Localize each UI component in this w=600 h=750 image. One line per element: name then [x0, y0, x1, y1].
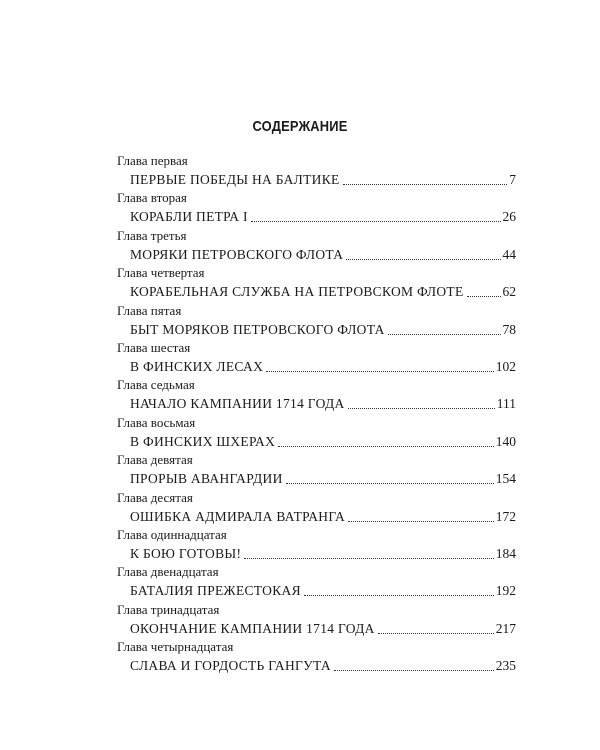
page-number: 102 [495, 358, 516, 374]
chapter-line [130, 620, 516, 638]
toc-entry [117, 340, 516, 377]
chapter-line [130, 657, 516, 675]
chapter-title: КОРАБЛИ ПЕТРА I [130, 209, 248, 225]
dot-leader [348, 520, 494, 522]
page-number: 111 [496, 396, 516, 412]
toc-entry [117, 639, 516, 676]
dot-leader [467, 295, 501, 297]
dot-leader [346, 258, 500, 260]
chapter-line [130, 358, 516, 376]
toc-entry [117, 452, 516, 489]
toc-entry [117, 564, 516, 601]
toc-entry [117, 602, 516, 639]
chapter-label: Глава двенадцатая [117, 564, 219, 580]
page-title: СОДЕРЖАНИЕ [252, 118, 348, 135]
chapter-label: Глава четырнадцатая [117, 639, 234, 655]
chapter-line [130, 582, 516, 600]
chapter-title: ПРОРЫВ АВАНГАРДИИ [130, 471, 283, 487]
dot-leader [266, 370, 494, 372]
page-number: 140 [495, 433, 516, 449]
page-number: 154 [495, 471, 516, 487]
chapter-title: НАЧАЛО КАМПАНИИ 1714 ГОДА [130, 396, 345, 412]
dot-leader [378, 632, 494, 634]
chapter-label: Глава шестая [117, 339, 191, 355]
dot-leader [251, 220, 501, 222]
chapter-label: Глава восьмая [117, 414, 196, 430]
chapter-title: БАТАЛИЯ ПРЕЖЕСТОКАЯ [130, 583, 301, 599]
chapter-label: Глава девятая [117, 452, 193, 468]
chapter-line [130, 395, 516, 413]
chapter-line [130, 171, 516, 189]
chapter-title: КОРАБЕЛЬНАЯ СЛУЖБА НА ПЕТРОВСКОМ ФЛОТЕ [130, 284, 464, 300]
page-number: 7 [509, 172, 516, 187]
chapter-title: ПЕРВЫЕ ПОБЕДЫ НА БАЛТИКЕ [130, 172, 340, 187]
dot-leader [388, 333, 501, 335]
page-number: 217 [495, 620, 516, 636]
chapter-label: Глава десятая [117, 489, 193, 505]
chapter-line [130, 246, 516, 264]
chapter-title: В ФИНСКИХ ЛЕСАХ [130, 358, 264, 374]
chapter-title: СЛАВА И ГОРДОСТЬ ГАНГУТА [130, 658, 331, 674]
page-number: 26 [502, 209, 516, 225]
dot-leader [304, 594, 494, 596]
chapter-label: Глава пятая [117, 302, 182, 318]
chapter-label: Глава седьмая [117, 377, 195, 393]
chapter-title: ОКОНЧАНИЕ КАМПАНИИ 1714 ГОДА [130, 620, 375, 636]
chapter-label: Глава тринадцатая [117, 601, 220, 617]
chapter-title: К БОЮ ГОТОВЫ! [130, 545, 242, 561]
chapter-label: Глава одиннадцатая [117, 526, 227, 542]
chapter-line [130, 545, 516, 563]
chapter-label: Глава четвертая [117, 265, 205, 281]
chapter-label: Глава первая [117, 153, 188, 168]
page-number: 235 [495, 658, 516, 674]
toc-entry [117, 190, 516, 227]
toc-entry [117, 228, 516, 265]
chapter-title: В ФИНСКИХ ШХЕРАХ [130, 433, 276, 449]
page-number: 172 [495, 508, 516, 524]
page-number: 192 [495, 583, 516, 599]
toc-list [117, 153, 516, 676]
page-number: 184 [495, 545, 516, 561]
toc-entry [117, 377, 516, 414]
chapter-line [130, 470, 516, 488]
chapter-line [130, 208, 516, 226]
chapter-title: БЫТ МОРЯКОВ ПЕТРОВСКОГО ФЛОТА [130, 321, 385, 337]
toc-entry [117, 490, 516, 527]
toc-entry [117, 415, 516, 452]
dot-leader [278, 445, 494, 447]
chapter-line [130, 508, 516, 526]
toc-entry [117, 265, 516, 302]
chapter-line [130, 283, 516, 301]
chapter-label: Глава вторая [117, 190, 187, 206]
chapter-label: Глава третья [117, 227, 187, 243]
chapter-line [130, 321, 516, 339]
page-number: 78 [502, 321, 516, 337]
dot-leader [244, 557, 494, 559]
toc-entry [117, 527, 516, 564]
toc-entry [117, 153, 516, 190]
chapter-title: МОРЯКИ ПЕТРОВСКОГО ФЛОТА [130, 246, 344, 262]
dot-leader [343, 183, 508, 185]
dot-leader [334, 669, 494, 671]
dot-leader [348, 407, 495, 409]
dot-leader [286, 482, 494, 484]
toc-entry [117, 303, 516, 340]
chapter-line [130, 433, 516, 451]
chapter-title: ОШИБКА АДМИРАЛА ВАТРАНГА [130, 508, 346, 524]
page-number: 44 [502, 246, 516, 262]
page-number: 62 [502, 284, 516, 300]
